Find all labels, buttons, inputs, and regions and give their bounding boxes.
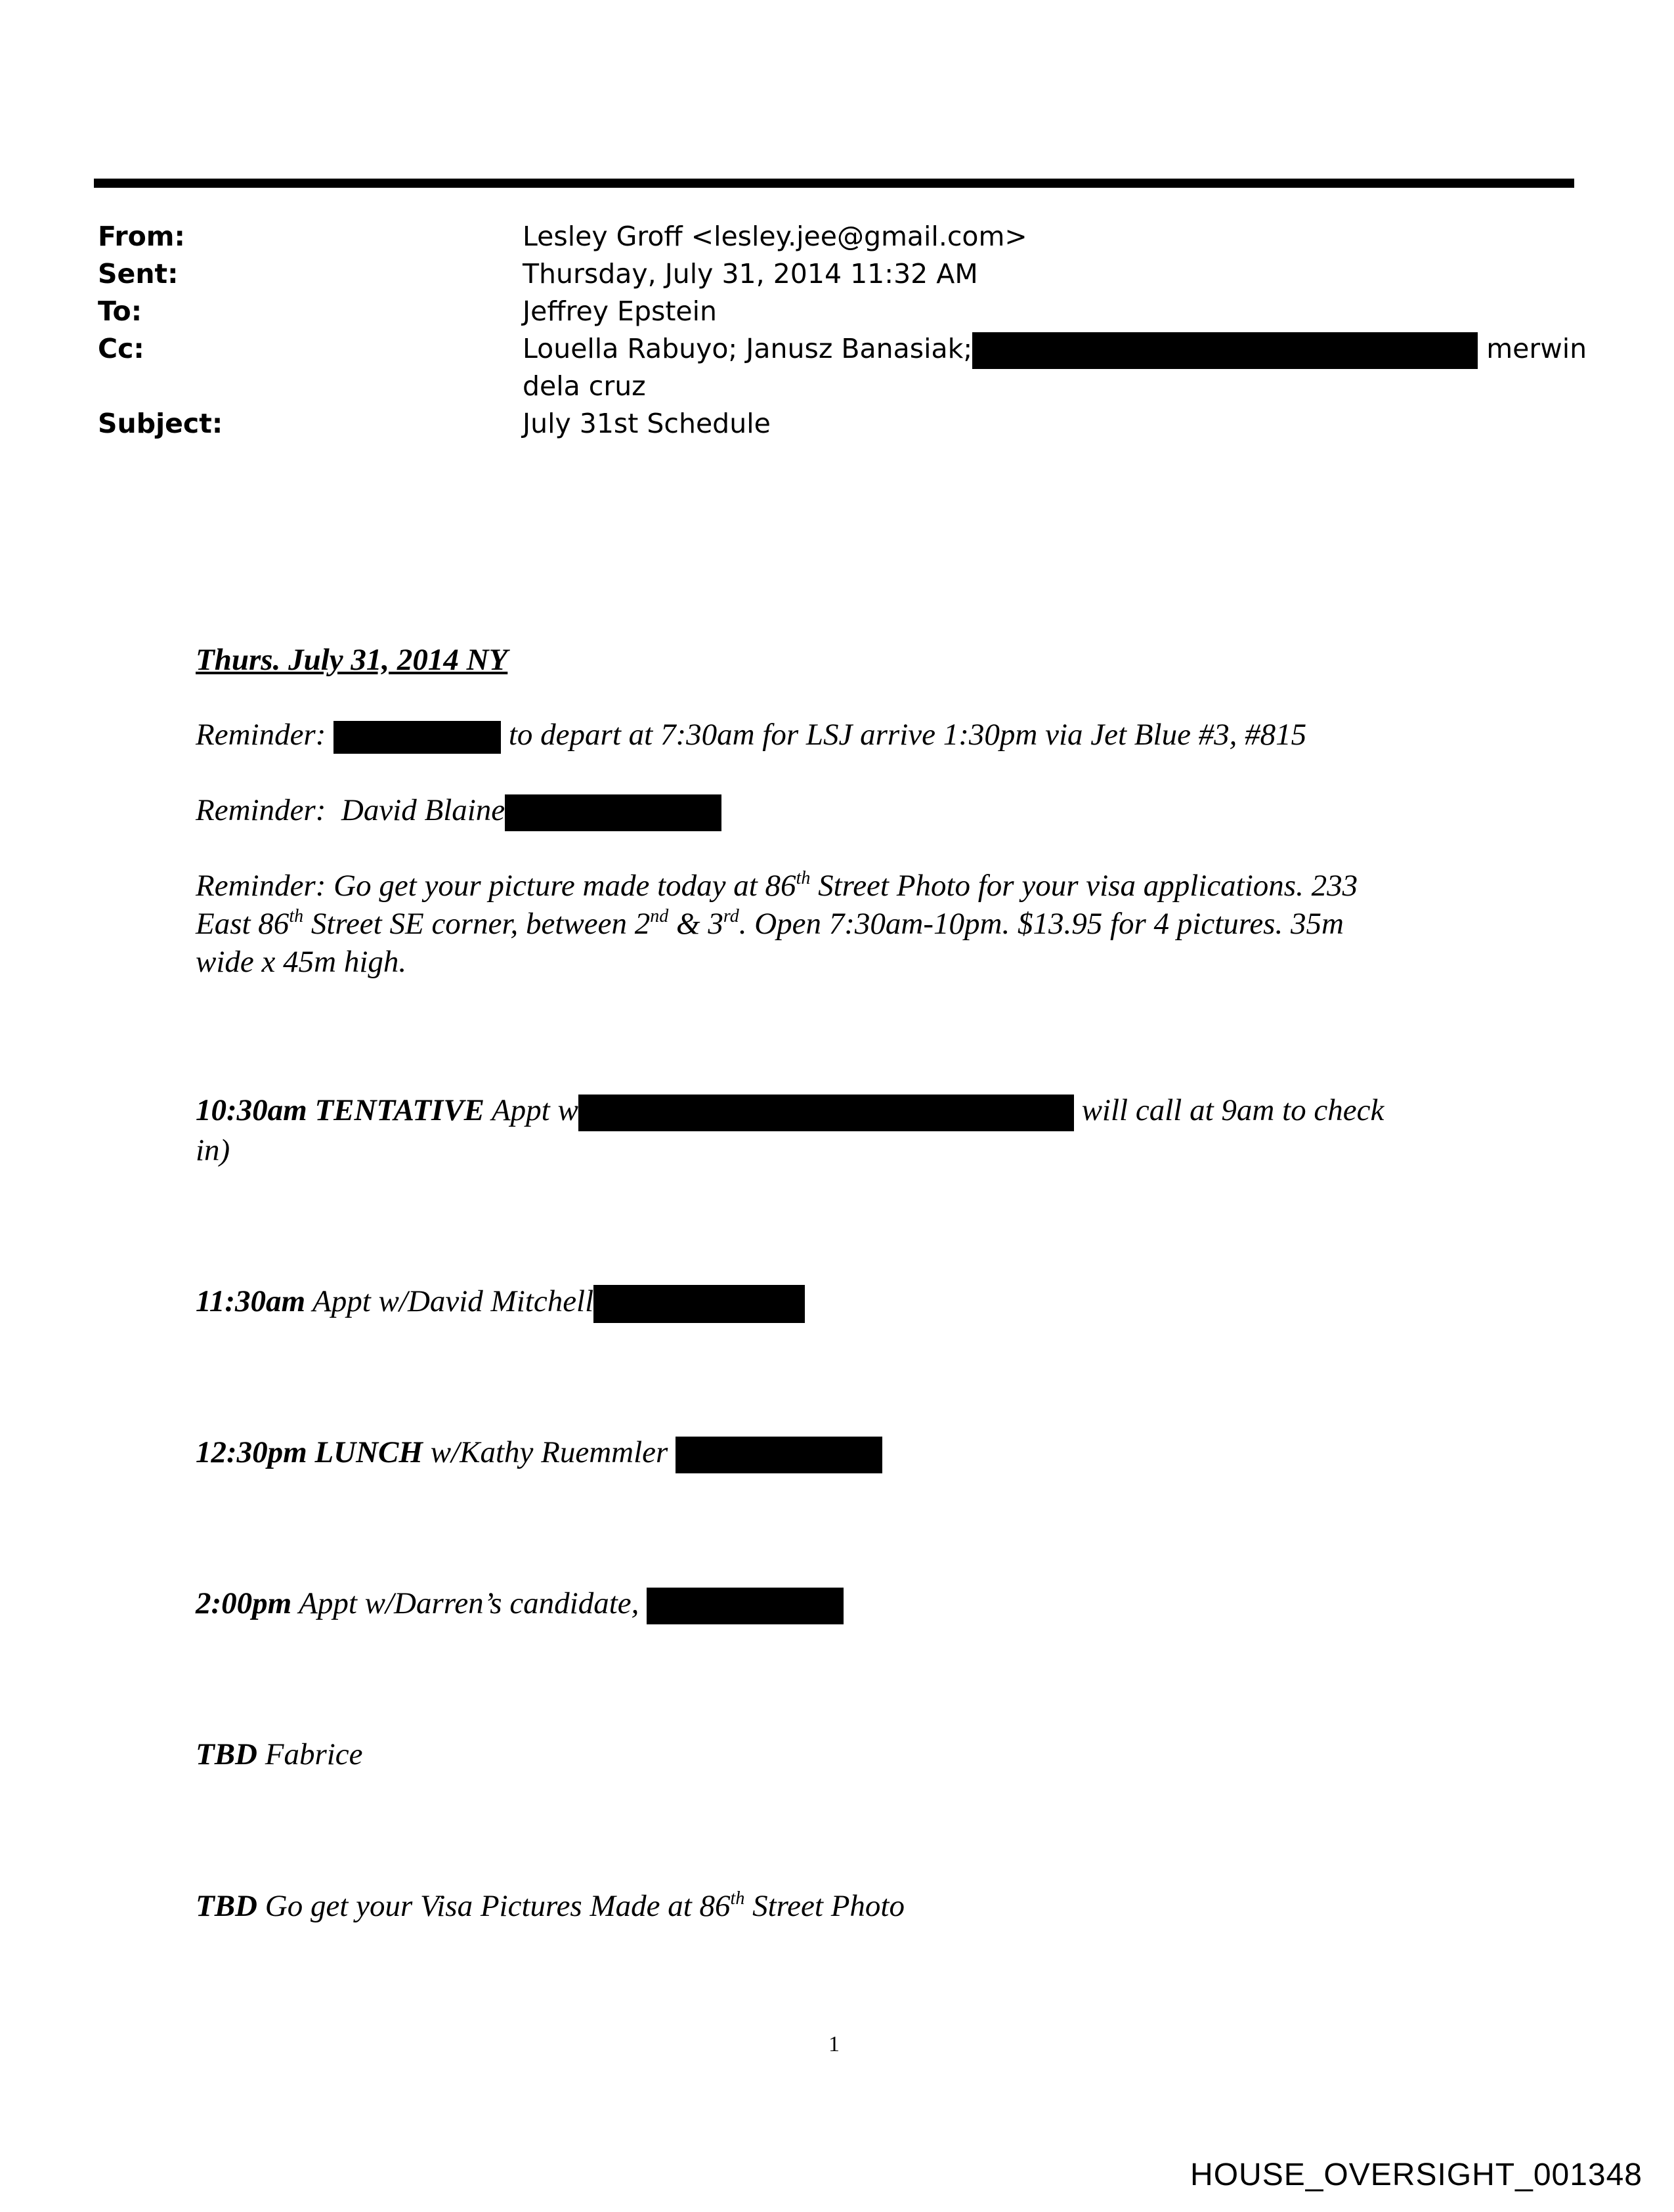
schedule-item-3 [196,1433,1443,1473]
subject-value: July 31st Schedule [523,408,771,439]
item-time: 12:30pm LUNCH [196,1435,423,1469]
reminder-2 [196,791,1443,831]
cc-value-line2: dela cruz [523,370,646,402]
reminder-1 [196,716,1443,754]
superscript: nd [650,906,669,926]
cc-value [523,330,1587,369]
to-value: Jeffrey Epstein [523,295,718,327]
item-text: Appt w [484,1093,578,1127]
cc-value-part1: Louella Rabuyo; Janusz Banasiak; [523,333,973,364]
redaction-block [972,332,1478,369]
redaction-block [593,1285,805,1323]
reminder-3 [196,867,1443,981]
reminder-3-text: Street Photo for your visa applications. 233 [810,869,1358,903]
item-time: 2:00pm [196,1586,292,1620]
item-time: TBD [196,1737,257,1771]
header-rule [94,179,1574,188]
superscript: th [730,1888,745,1909]
item-text: Go get your Visa Pictures Made at 86 [257,1889,731,1923]
item-text: in) [196,1133,230,1168]
sent-label: Sent: [98,258,179,290]
reminder-3-text: & 3 [668,907,723,941]
redaction-block [333,721,501,754]
from-value: Lesley Groff <lesley.jee@gmail.com> [523,221,1027,252]
reminder-2-label: Reminder: [196,793,326,827]
reminder-3-text: . Open 7:30am-10pm. $13.95 for 4 pictures. 35m [739,907,1344,941]
schedule-item-4 [196,1584,1443,1624]
from-label: From: [98,221,185,252]
reminder-1-text: to depart at 7:30am for LSJ arrive 1:30pm via Jet Blue #3, #815 [508,718,1307,752]
redaction-block [505,794,721,831]
cc-value-part2: merwin [1486,333,1587,364]
item-text: Street Photo [744,1889,905,1923]
reminder-3-text: East 86 [196,907,290,941]
redaction-block [578,1095,1074,1131]
schedule-item-5 [196,1735,1443,1773]
schedule-item-6 [196,1887,1443,1925]
schedule-item-1 [196,1091,1443,1169]
bates-number: HOUSE_OVERSIGHT_001348 [1190,2158,1642,2192]
to-label: To: [98,295,142,327]
item-text: Appt w/David Mitchell [305,1284,594,1318]
item-time: 10:30am TENTATIVE [196,1093,485,1127]
reminder-3-text: wide x 45m high. [196,945,407,979]
reminder-3-text: Street SE corner, between 2 [303,907,651,941]
reminder-2-text: David Blaine [341,793,505,827]
item-time: 11:30am [196,1284,306,1318]
reminder-3-text: Reminder: Go get your picture made today at 86 [196,869,796,903]
superscript: rd [723,906,739,926]
cc-label: Cc: [98,333,144,364]
item-text: Appt w/Darren’s candidate, [291,1586,639,1620]
sent-value: Thursday, July 31, 2014 11:32 AM [523,258,978,290]
schedule-item-2 [196,1282,1443,1323]
reminder-1-label: Reminder: [196,718,326,752]
item-text: w/Kathy Ruemmler [422,1435,676,1469]
item-text: Fabrice [257,1737,363,1771]
item-text: will call at 9am to check [1081,1093,1384,1127]
subject-label: Subject: [98,408,223,439]
redaction-block [676,1437,882,1473]
superscript: th [796,868,811,888]
item-time: TBD [196,1889,257,1923]
superscript: th [289,906,304,926]
redaction-block [647,1588,844,1624]
page-number: 1 [828,2032,840,2056]
schedule-title: Thurs. July 31, 2014 NY [196,643,508,677]
